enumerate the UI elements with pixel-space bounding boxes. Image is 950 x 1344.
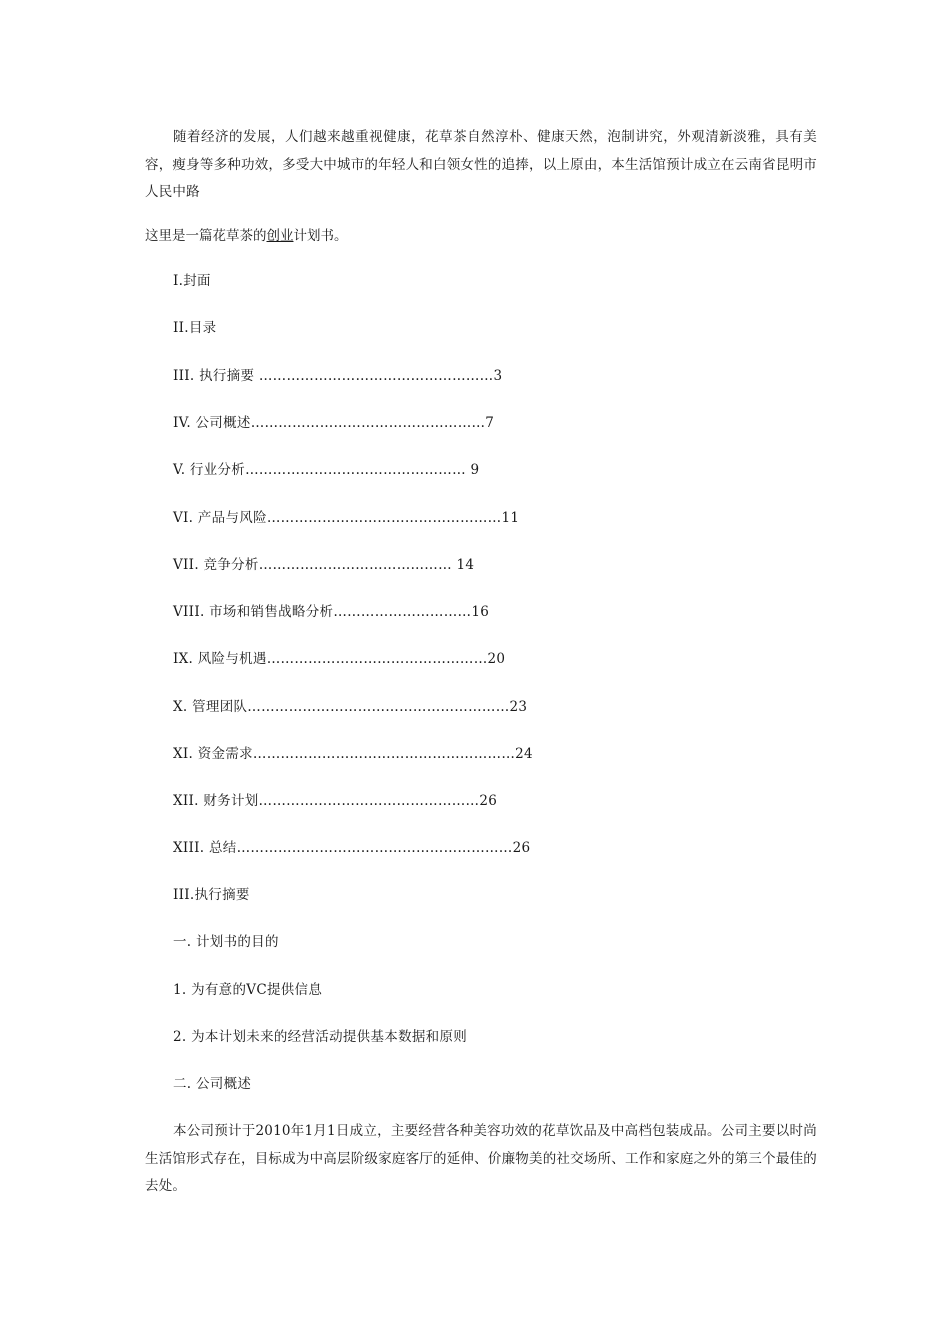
toc-item-products-risks: VI. 产品与风险……………………………………………11 (173, 510, 520, 526)
toc-item-funding: XI. 资金需求…………………………………………………24 (173, 746, 533, 762)
toc-item-executive-summary: III. 执行摘要 ……………………………………………3 (173, 368, 503, 384)
statement-after: 计划书。 (293, 228, 348, 244)
section-heading: III.执行摘要 (173, 887, 250, 903)
toc-item-cover: I.封面 (173, 273, 211, 289)
toc-item-company-overview: IV. 公司概述……………………………………………7 (173, 415, 495, 431)
toc-item-marketing: VIII. 市场和销售战略分析…………………………16 (173, 604, 490, 620)
toc-item-summary: XIII. 总结……………………………………………………26 (173, 840, 531, 856)
startup-link[interactable]: 创业 (266, 228, 294, 244)
toc-item-management-team: X. 管理团队…………………………………………………23 (173, 699, 528, 715)
toc-item-risks-opportunities: IX. 风险与机遇…………………………………………20 (173, 651, 506, 667)
subsection-purpose: 一. 计划书的目的 (173, 934, 279, 950)
toc-item-industry-analysis: V. 行业分析………………………………………… 9 (173, 462, 480, 478)
toc-item-contents: II.目录 (173, 320, 217, 336)
purpose-item: 1. 为有意的VC提供信息 (173, 982, 323, 998)
toc-item-financial-plan: XII. 财务计划…………………………………………26 (173, 793, 498, 809)
toc-item-competition: VII. 竞争分析…………………………………… 14 (173, 557, 475, 573)
intro-paragraph: 随着经济的发展，人们越来越重视健康，花草茶自然淳朴、健康天然，泡制讲究，外观清新淡雅，具有美容，瘦身等多种功效，多受大中城市的年轻人和白领女性的追捧，以上原由，本生活馆预计成立在云南省昆明市人民中路 (145, 129, 817, 200)
statement-line (145, 226, 348, 246)
statement-before: 这里是一篇花草茶的 (145, 228, 267, 244)
purpose-item: 2. 为本计划未来的经营活动提供基本数据和原则 (173, 1029, 468, 1045)
company-paragraph: 本公司预计于2010年1月1日成立，主要经营各种美容功效的花草饮品及中高档包装成品。公司主要以时尚生活馆形式存在，目标成为中高层阶级家庭客厅的延伸、价廉物美的社交场所、工作和家庭之外的第三个最佳的去处。 (145, 1123, 817, 1194)
subsection-company: 二. 公司概述 (173, 1076, 252, 1092)
